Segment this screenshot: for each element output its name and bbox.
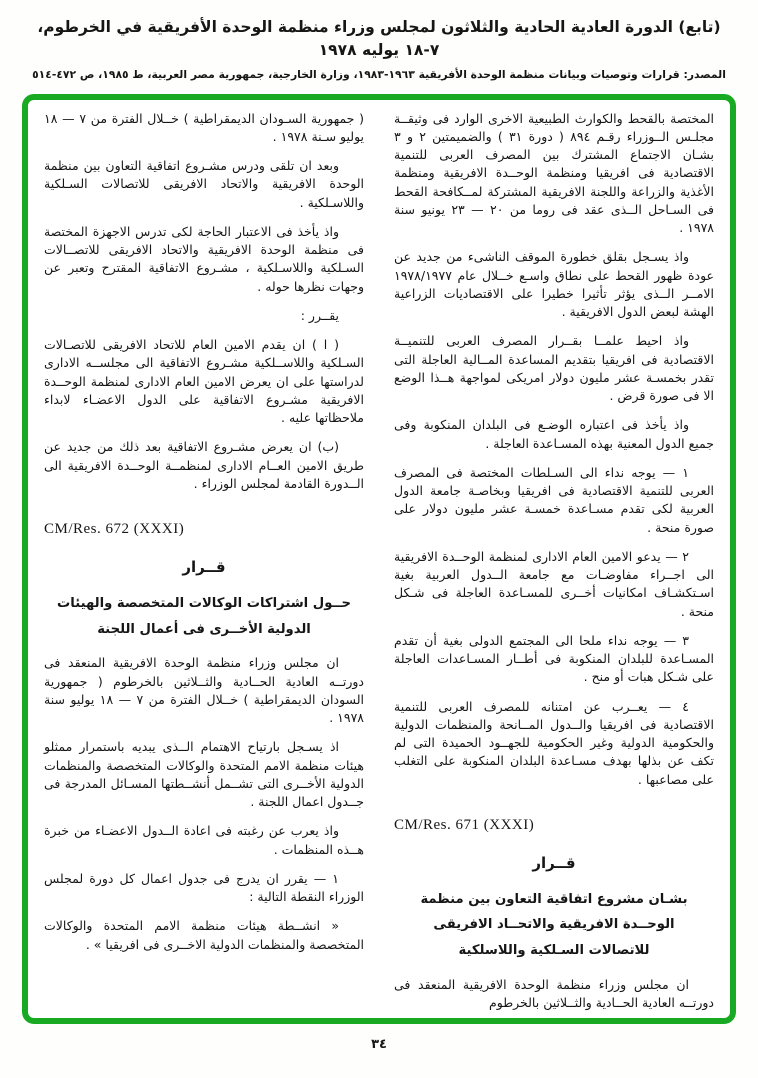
- paragraph: وبعد ان تلقى ودرس مشـروع اتفاقية التعاون بين منظمة الوحدة الافريقية والاتحاد الافريقى للاتصالات السـلكية واللاسـلكية .: [44, 158, 364, 210]
- paragraph: ان مجلس وزراء منظمة الوحدة الافريقية المنعقد فى دورتــه العادية الحــادية والثــلاثين بالخرطوم ( جمهورية السودان الديمقراطية ) خــلال الفترة من ٧ — ١٨ يوليو سنة ١٩٧٨ .: [44, 655, 364, 726]
- resolution-subtitle-line: للاتصالات السـلكية واللاسلكية: [458, 943, 650, 959]
- paragraph: ( ا ) ان يقدم الامين العام للاتحاد الافريقى للاتصـالات السـلكية واللاســلكية مشـروع الاتفاقية الى مجلســه الادارى لدراستها على ان يعرض الامين العام الادارى لمنظمة الوحــدة الافريقية مشـروع الاتفاقية على الدول الاعضـاء لابداء ملاحظاتها عليه .: [44, 337, 364, 426]
- header-source-line: المصدر: قرارات وتوصيات وبيانات منظمة الوحدة الأفريقية ١٩٦٣-١٩٨٣، وزارة الخارجية، جمهورية مصر العربية، ط ١٩٨٥، ص ٤٧٢-٥١٤: [32, 67, 726, 81]
- paragraph: المختصة بالقحط والكوارث الطبيعية الاخرى الوارد فى وثيقــة مجلـس الــوزراء رقـم ٨٩٤ ( دورة ٣١ ) والضميمتين ٢ و ٣ بشـان الاجتماع المشترك بين المصرف العربى للتنمية الاقتصادية فى افريقيا ومنظمة الوحــدة الافريقية ومنظمة الأغذية والزراعة واللجنة الافريقية المشتركة لمــكافحة القحط فى السـاحل الــذى عقد فى روما من ٢٠ — ٢٣ يونيو سنة ١٩٧٨ .: [394, 110, 715, 236]
- paragraph: ٢ — يدعو الامين العام الادارى لمنظمة الوحــدة الافريقية الى اجــراء مفاوضـات مع جامعة الــدول العربية بغية اسـتكشـاف امكانيات أخــرى للمسـاعدة العاجلة فى شـكل منحة .: [394, 548, 714, 619]
- header-session-title: (تابع) الدورة العادية الحادية والثلاثون لمجلس وزراء منظمة الوحدة الأفريقية في الخرطوم، ٧-١٨ يوليه ١٩٧٨: [37, 18, 721, 60]
- paragraph: ١ — يقرر ان يدرج فى جدول اعمال كل دورة لمجلس الوزراء النقطة التالية :: [44, 870, 364, 905]
- paragraph: واذ احيط علمــا بقــرار المصرف العربى للتنميــة الاقتصادية فى افريقيا بتقديم المساعدة المــالية العاجلة التى تقدر بخمسـة عشر مليون دولار امريكى لمواجهة هــذا الوضع الا فى صورة قرض .: [394, 333, 714, 404]
- paragraph: ٣ — يوجه نداء ملحا الى المجتمع الدولى بغية أن تقدم المسـاعدة للبلدان المنكوبة فى أطــار المسـاعدات العاجلة على شـكل هبات أو منح .: [394, 632, 714, 685]
- page-header: [0, 0, 758, 82]
- resolution-heading: قــرار: [532, 853, 576, 872]
- paragraph: ( جمهورية السـودان الديمقراطية ) خــلال الفترة من ٧ — ١٨ يوليو سـنة ١٩٧٨ .: [44, 110, 364, 144]
- resolution-subtitle: [394, 887, 714, 964]
- resolution-subtitle-line: الوحــدة الافريقية والاتحــاد الافريقى: [433, 917, 675, 933]
- paragraph: اذ يسـجل بارتياح الاهتمام الــذى يبديه باستمرار ممثلو هيئات منظمة الامم المتحدة والوكالات المتخصصة والمنظمات الدولية الأخــرى التى تشــمل أنشــطتها المسـائل المدرجة فى جــدول اعمال اللجنة .: [44, 739, 364, 810]
- paragraph: ١ — يوجه نداء الى السـلطات المختصة فى المصرف العربى للتنمية الاقتصادية فى افريقيا وبخاصـة جامعة الدول العربية لكى تقدم مسـاعدة خمسـة عشر مليون دولار على صورة منحة .: [394, 464, 714, 535]
- paragraph: واذ يعرب عن رغبته فى اعادة الــدول الاعضـاء من خبرة هــذه المنظمات .: [44, 823, 364, 857]
- paragraph: (ب) ان يعرض مشـروع الاتفاقية بعد ذلك من جديد عن طريق الامين العــام الادارى لمنظمــة الوحــدة الافريقية الى الــدورة القادمة لمجلس الوزراء .: [44, 439, 364, 491]
- paragraph: ان مجلس وزراء منظمة الوحدة الافريقية المنعقد فى دورتــه العادية الحــادية والثــلاثين بالخرطوم: [394, 976, 714, 1011]
- resolution-id: CM/Res. 671 (XXXI): [394, 816, 535, 833]
- resolution-heading: قــرار: [182, 558, 226, 576]
- paragraph: واذ يسـجل بقلق خطورة الموقف الناشىء من جديد عن عودة ظهور القحط على نطاق واسـع خــلال عام ١٩٧٨/١٩٧٧ الامــر الــذى يؤثر تأثيرا خطيرا على الاقتصاديات الزراعية الهشة لبعض الدول الافريقية .: [394, 249, 714, 320]
- paragraph: واذ يأخذ فى اعتباره الوضـع فى البلدان المنكوبة وفى جميع الدول المعنية بهذه المسـاعدة العاجلة .: [394, 417, 714, 451]
- page-number: ٣٤: [371, 1036, 387, 1052]
- paragraph: « انشــطة هيئات منظمة الامم المتحدة والوكالات المتخصصة والمنظمات الدولية الاخــرى فى افريقيا » .: [44, 918, 364, 952]
- column-left: [44, 110, 364, 1006]
- page-footer: [0, 1033, 758, 1052]
- column-right: [394, 110, 715, 1011]
- resolution-subtitle: [44, 591, 364, 642]
- paragraph: يقــرر :: [300, 307, 339, 323]
- resolution-subtitle-line: حــول اشتراكات الوكالات المتخصصة والهيئات: [56, 595, 352, 611]
- resolution-subtitle-line: الدولية الأخــرى فى أعمال اللجنة: [97, 621, 311, 637]
- resolution-subtitle-line: بشـان مشروع اتفاقية التعاون بين منظمة: [420, 891, 688, 907]
- content-box: [22, 94, 736, 1024]
- resolution-id: CM/Res. 672 (XXXI): [44, 521, 185, 538]
- paragraph: ٤ — يعــرب عن امتنانه للمصرف العربى للتنمية الاقتصادية فى افريقيا والــدول المــانحة والمنظمات الدولية والحكومية الدولية وغير الحكومية للجهــود الحميدة التى لم تكف عن بذلها بهدف مسـاعدة البلدان المنكوبة على التغلب على مصاعبها .: [394, 698, 714, 787]
- paragraph: واذ يأخذ فى الاعتبار الحاجة لكى تدرس الاجهزة المختصة فى منظمة الوحدة الافريقية والاتحاد الافريقى للاتصــالات السـلكية واللاسـلكية ، مشـروع الاتفاقية المقترح وتعبر عن وجهات نظرها حوله .: [44, 223, 364, 294]
